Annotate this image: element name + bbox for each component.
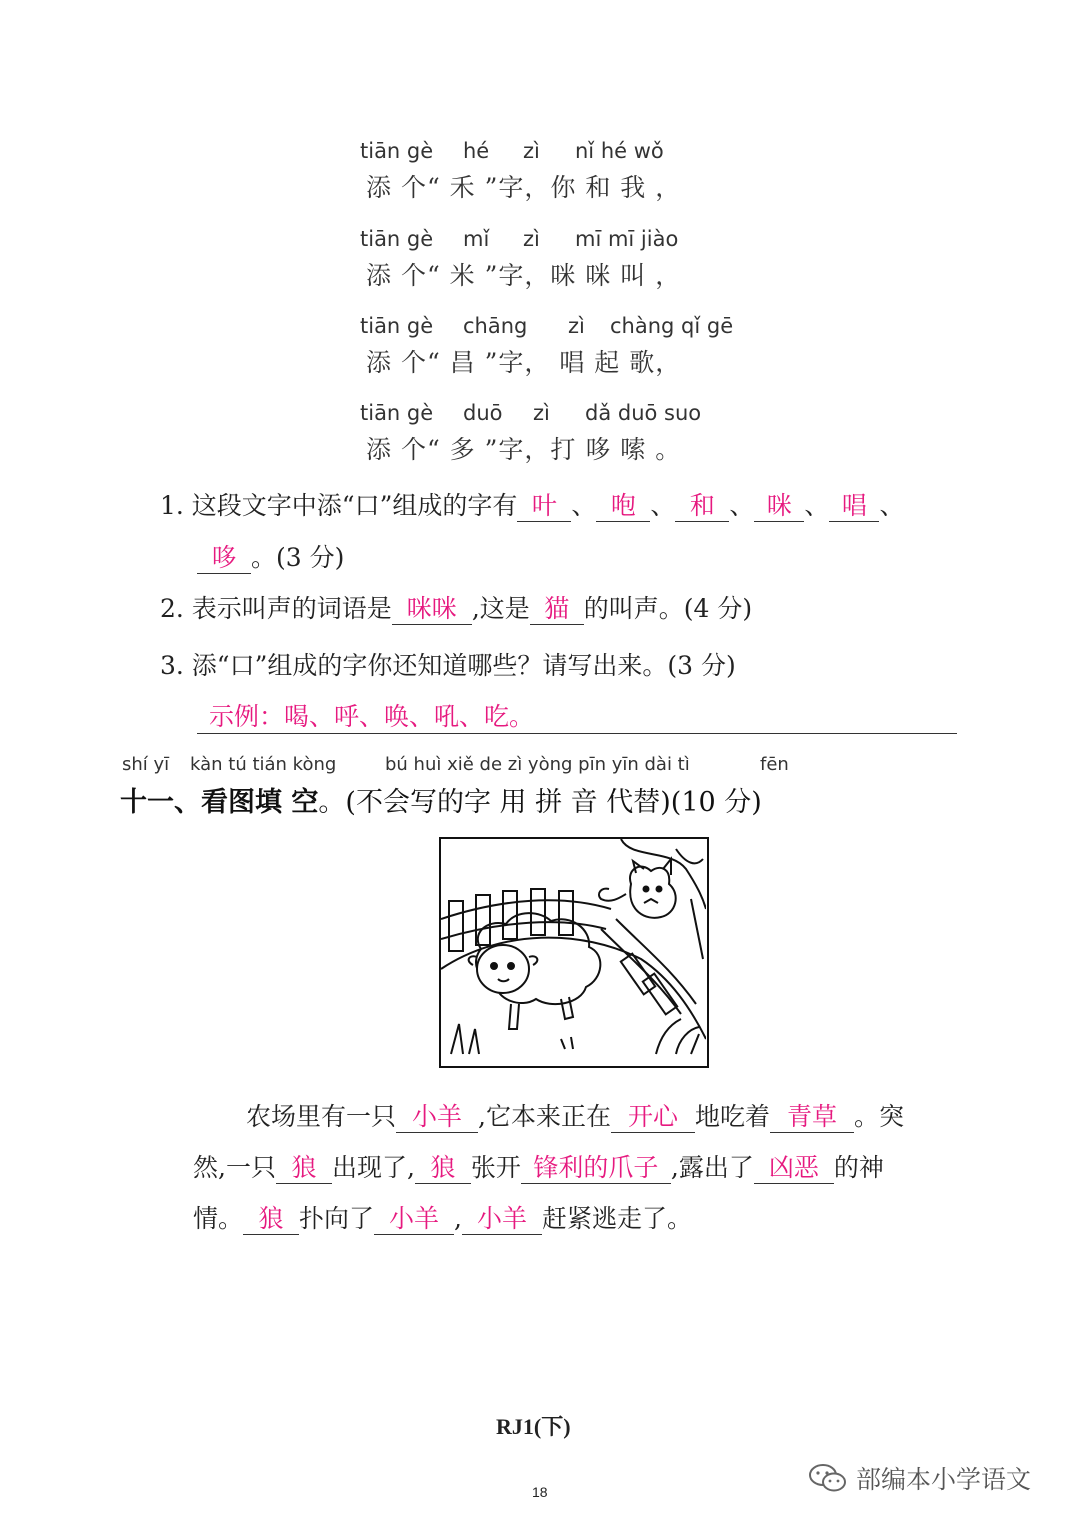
- pinyin-word: nǐ hé wǒ: [575, 139, 664, 163]
- poem-line3-text: 添 个“ 昌 ”字， 唱 起 歌，: [366, 348, 682, 377]
- story-text: ,: [454, 1204, 462, 1233]
- pinyin-word: duō: [463, 401, 503, 425]
- section-11-title: [120, 780, 762, 819]
- answer-blank: 狼: [243, 1205, 299, 1235]
- pinyin-word: shí yī: [122, 754, 170, 775]
- answer-blank: 咆: [596, 492, 650, 522]
- answer-blank: 狼: [276, 1154, 332, 1184]
- poem-line2-text: 添 个“ 米 ”字，咪 咪 叫 ，: [366, 261, 682, 290]
- wechat-icon: [808, 1462, 848, 1494]
- story-text: 赶紧逃走了。: [541, 1204, 692, 1233]
- answer-blank: 猫: [530, 595, 584, 625]
- pinyin-word: dǎ duō suo: [585, 401, 702, 425]
- story-text: 的神: [833, 1153, 884, 1182]
- story-text: 。突: [853, 1102, 904, 1131]
- story-text: 张开: [470, 1153, 521, 1182]
- question-1-cont: [197, 538, 344, 574]
- watermark: [808, 1460, 1031, 1496]
- story-text: 出现了,: [331, 1153, 415, 1182]
- sheep-wolf-illustration: [439, 837, 709, 1068]
- story-text: ,露出了: [670, 1153, 754, 1182]
- pinyin-word: mī mī jiào: [575, 227, 679, 251]
- question-2: [160, 589, 752, 625]
- pinyin-word: tiān gè: [360, 227, 434, 251]
- pinyin-word: tiān gè: [360, 139, 434, 163]
- answer-blank: 唱: [829, 492, 879, 522]
- story-text: 农场里有一只: [246, 1102, 397, 1131]
- question-2-prompt: 2. 表示叫声的词语是: [160, 594, 392, 623]
- poem-line4-pinyin: [360, 401, 701, 425]
- story-text: 地吃着: [694, 1102, 770, 1131]
- answer-blank: 凶恶: [754, 1154, 834, 1184]
- answer-blank: 小羊: [374, 1205, 454, 1235]
- answer-blank: 叶: [517, 492, 571, 522]
- story-text: ,它本来正在: [478, 1102, 611, 1131]
- question-1: [160, 486, 904, 522]
- answer-blank: 狼: [415, 1154, 471, 1184]
- footer-code: RJ1(下): [496, 1414, 571, 1439]
- poem-line1-pinyin: [360, 139, 664, 163]
- pinyin-word: hé: [463, 139, 490, 163]
- pinyin-word: kàn tú tián kòng: [190, 754, 337, 775]
- separator: 、: [804, 491, 830, 520]
- answer-blank: 哆: [197, 544, 251, 574]
- separator: 、: [729, 491, 755, 520]
- separator: 、: [879, 491, 905, 520]
- illustration-svg: [441, 839, 706, 1065]
- answer-blank: 咪咪: [392, 595, 472, 625]
- poem-line3-pinyin: [360, 314, 733, 338]
- watermark-text: 部编本小学语文: [856, 1465, 1032, 1494]
- pinyin-word: zì: [568, 314, 585, 338]
- answer-blank: 小羊: [462, 1205, 542, 1235]
- pinyin-word: zì: [523, 227, 540, 251]
- question-1-prompt: 1. 这段文字中添“口”组成的字有: [160, 491, 518, 520]
- story-line1: [246, 1097, 904, 1133]
- answer-blank: 青草: [770, 1103, 854, 1133]
- question-2-score: 的叫声。(4 分): [583, 594, 753, 623]
- answer-blank: 开心: [611, 1103, 695, 1133]
- section-11-note: 。(不会写的字 用 拼 音 代替)(10 分): [318, 787, 762, 818]
- separator: 、: [650, 491, 676, 520]
- story-text: 情。: [193, 1204, 244, 1233]
- story-line3: [193, 1199, 692, 1235]
- pinyin-word: chàng qǐ gē: [610, 314, 734, 338]
- pinyin-word: zì: [533, 401, 550, 425]
- story-text: 扑向了: [299, 1204, 375, 1233]
- poem-line2-pinyin: [360, 227, 678, 251]
- pinyin-word: tiān gè: [360, 314, 434, 338]
- pinyin-word: bú huì xiě de zì yòng pīn yīn dài tì: [385, 754, 690, 775]
- story-line2: [193, 1148, 884, 1184]
- question-1-score: 。(3 分): [251, 543, 345, 572]
- section-11-heading: 十一、看图填 空: [120, 787, 319, 818]
- answer-blank: 和: [675, 492, 729, 522]
- pinyin-word: mǐ: [463, 227, 490, 251]
- answer-blank: 锋利的爪子: [521, 1154, 671, 1184]
- pinyin-word: tiān gè: [360, 401, 434, 425]
- question-3: 3. 添“口”组成的字你还知道哪些？请写出来。(3 分): [160, 651, 736, 680]
- pinyin-word: fēn: [760, 754, 789, 775]
- page-number: 18: [532, 1484, 548, 1500]
- answer-blank: 咪: [754, 492, 804, 522]
- poem-line4-text: 添 个“ 多 ”字，打 哆 嗦 。: [366, 435, 682, 464]
- pinyin-word: chāng: [463, 314, 528, 338]
- question-3-answer: 示例：喝、呼、唤、吼、吃。: [197, 697, 957, 734]
- answer-blank: 小羊: [396, 1103, 478, 1133]
- poem-line1-text: 添 个“ 禾 ”字，你 和 我 ，: [366, 173, 682, 202]
- pinyin-word: zì: [523, 139, 540, 163]
- story-text: 然,一只: [193, 1153, 276, 1182]
- separator: 、: [571, 491, 597, 520]
- question-2-mid: ,这是: [471, 594, 530, 623]
- section-11-pinyin: [122, 754, 789, 775]
